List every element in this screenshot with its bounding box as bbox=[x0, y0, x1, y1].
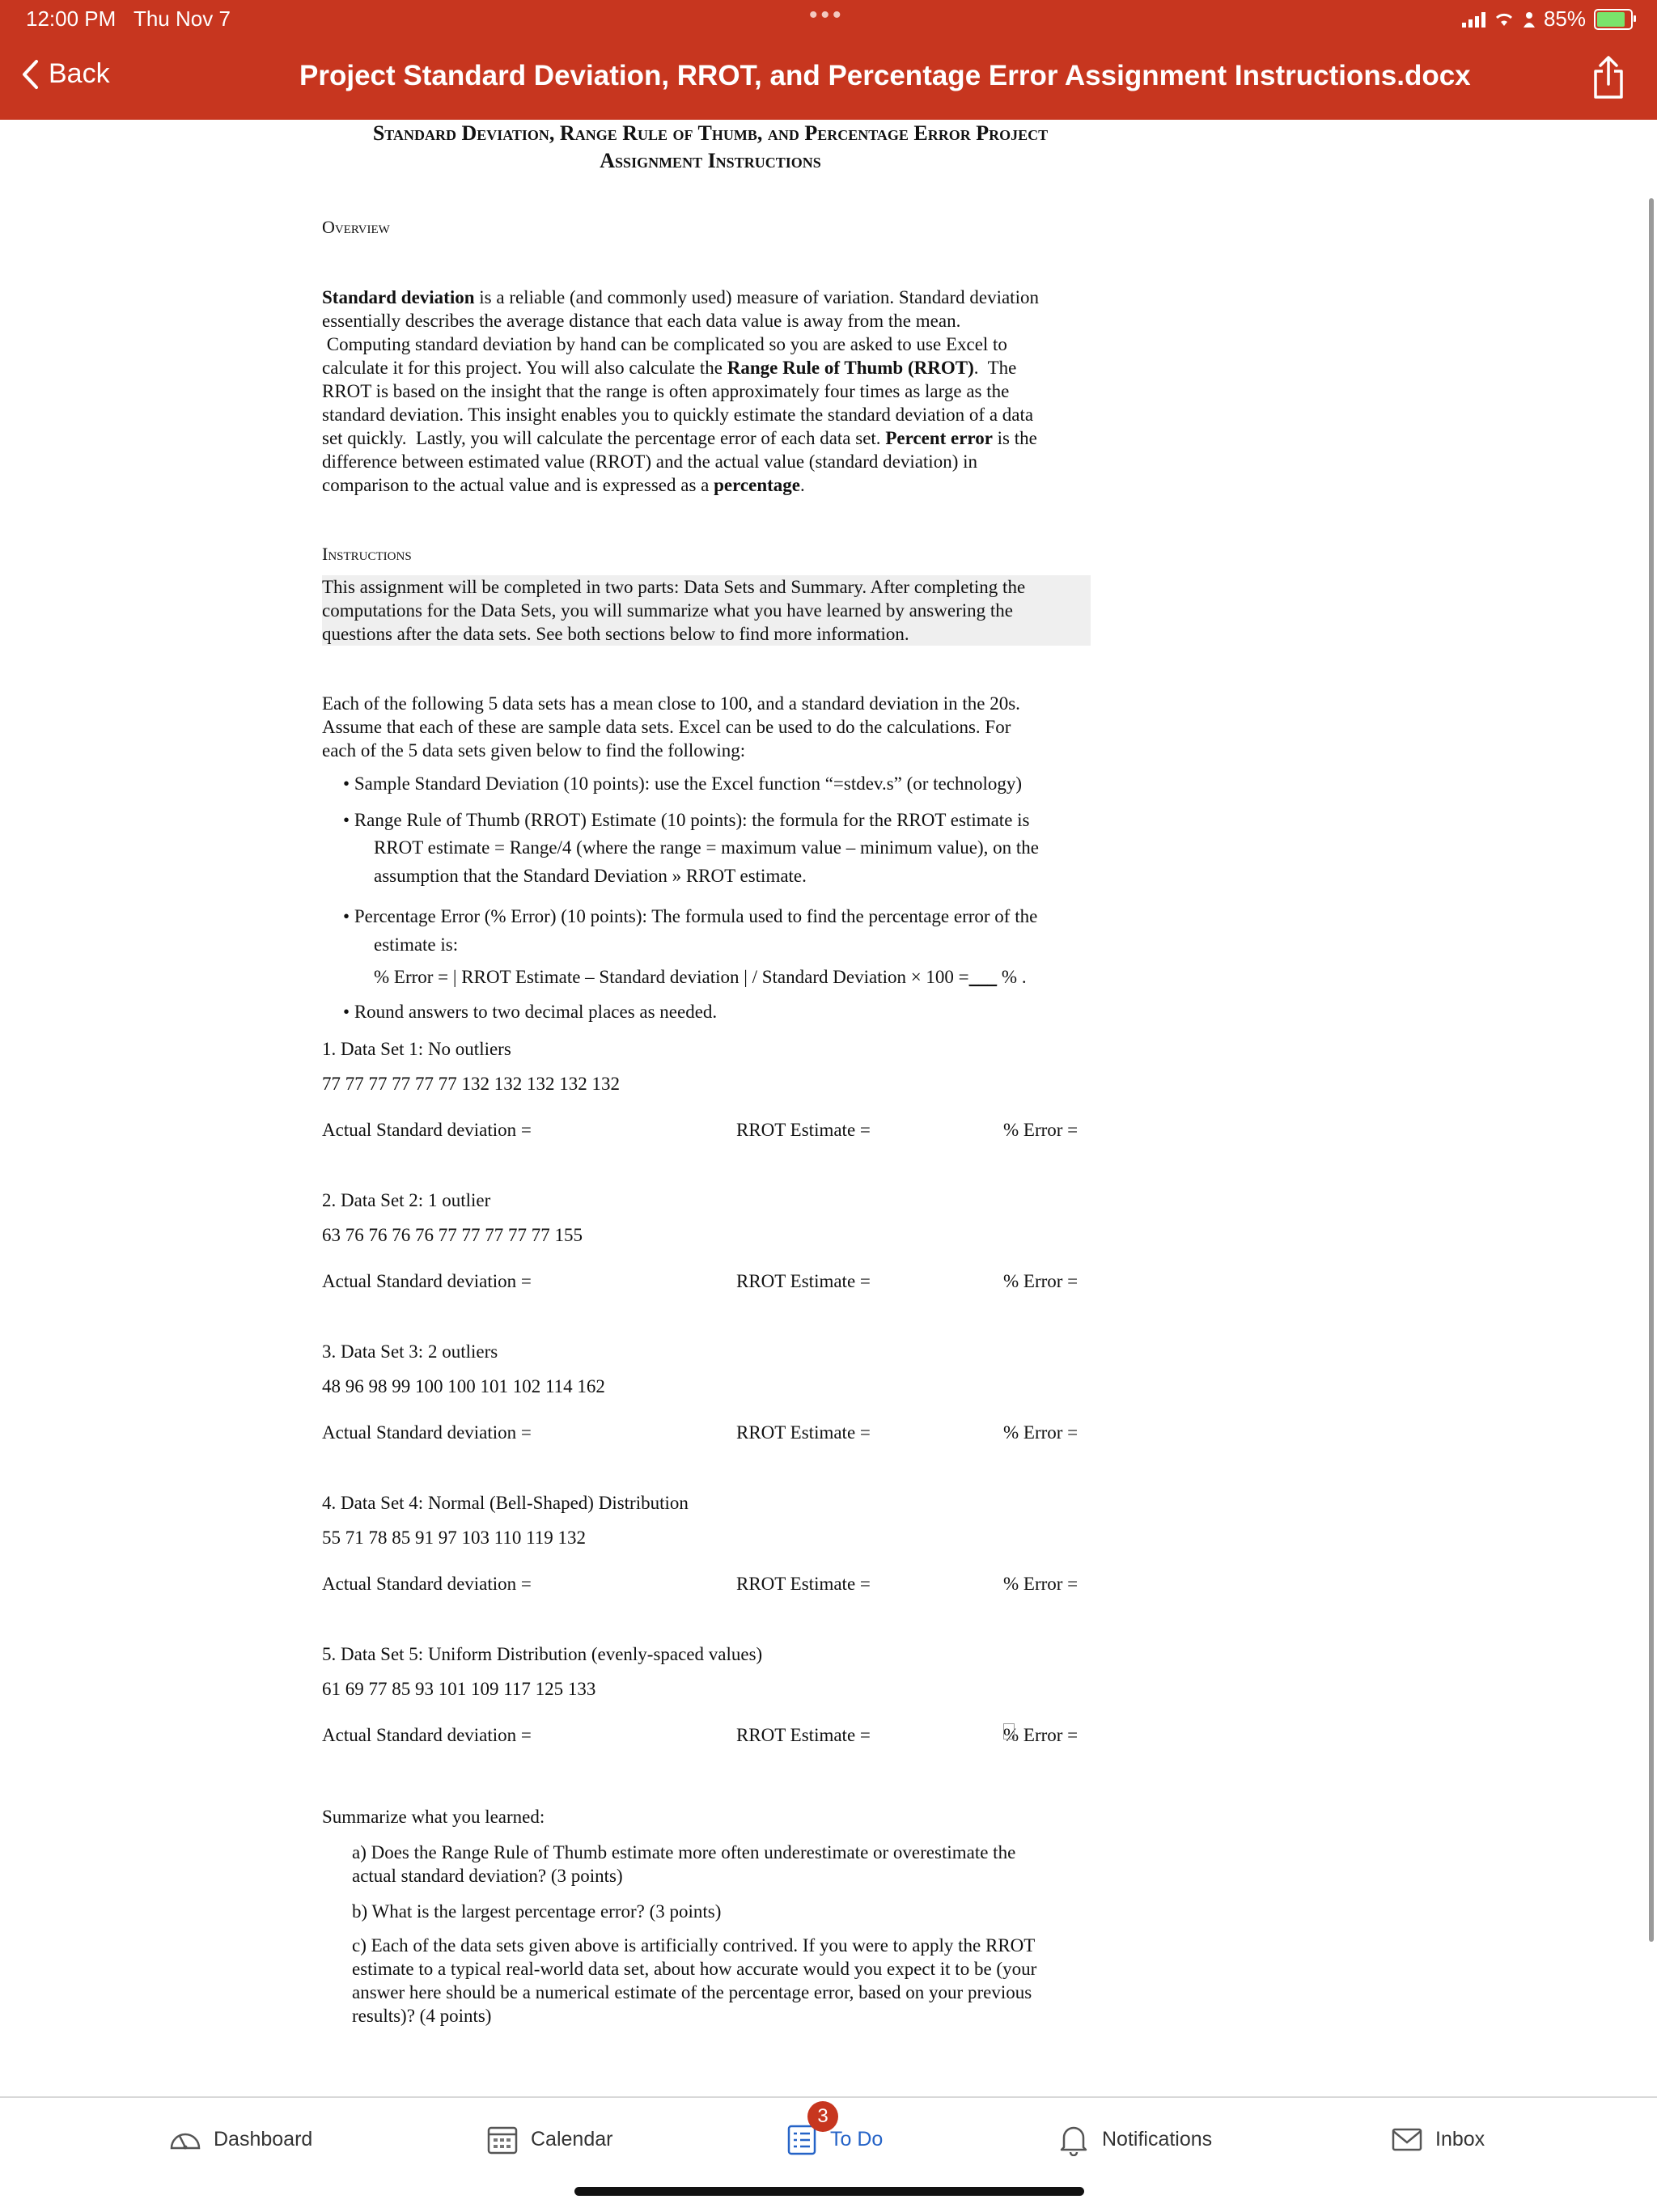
battery-icon bbox=[1594, 9, 1633, 30]
instructions-line: This assignment will be completed in two parts: Data Sets and Summary. After completing the bbox=[322, 577, 1026, 597]
bullet-item: • Range Rule of Thumb (RROT) Estimate (10 points): the formula for the RROT estimate is bbox=[343, 808, 1030, 832]
doc-heading bbox=[322, 120, 1099, 175]
dataset-values: 61 69 77 85 93 101 109 117 125 133 bbox=[322, 1679, 596, 1699]
doc-heading-line-2: Assignment Instructions bbox=[600, 149, 821, 172]
tab-notifications[interactable] bbox=[1057, 2122, 1212, 2156]
summary-line: actual standard deviation? (3 points) bbox=[352, 1866, 623, 1886]
overview-paragraph bbox=[322, 286, 1115, 497]
tab-label: Inbox bbox=[1435, 2127, 1485, 2151]
wifi-icon bbox=[1494, 11, 1515, 28]
todo-badge: 3 bbox=[807, 2101, 838, 2132]
tab-dashboard[interactable] bbox=[168, 2122, 312, 2156]
overview-fragment: . The bbox=[973, 358, 1017, 378]
summary-line: a) Does the Range Rule of Thumb estimate more often underestimate or overestimate the bbox=[352, 1842, 1016, 1862]
tab-inbox[interactable] bbox=[1390, 2122, 1485, 2156]
intro-line: each of the 5 data sets given below to find the following: bbox=[322, 740, 746, 761]
error-label: % Error = bbox=[1003, 1574, 1079, 1594]
doc-heading-line-1: Standard Deviation, Range Rule of Thumb, and Percentage Error Project bbox=[372, 121, 1049, 145]
error-label: % Error = bbox=[1003, 1422, 1079, 1443]
overview-line: difference between estimated value (RROT) and the actual value (standard deviation) in bbox=[322, 451, 977, 472]
status-bar bbox=[0, 0, 1657, 37]
summary-question-a bbox=[352, 1841, 1129, 1888]
scrollbar[interactable] bbox=[1649, 198, 1654, 1942]
formula-blank: ___ bbox=[968, 967, 998, 987]
formula-end: % . bbox=[1001, 967, 1027, 987]
tab-label: Calendar bbox=[531, 2127, 613, 2151]
summary-line: results)? (4 points) bbox=[352, 2006, 492, 2026]
bullet-item: • Percentage Error (% Error) (10 points): The formula used to find the percentage error of the bbox=[343, 905, 1037, 928]
overview-fragment: is the bbox=[992, 428, 1037, 448]
bullet-item: • Sample Standard Deviation (10 points): use the Excel function “=stdev.s” (or technology) bbox=[343, 772, 1022, 795]
overview-line: essentially describes the average distance that each data value is away from the mean. bbox=[322, 311, 961, 331]
overview-line: set quickly. Lastly, you will calculate the percentage error of each data set. bbox=[322, 428, 881, 448]
back-button[interactable] bbox=[21, 58, 110, 90]
dataset-heading: 2. Data Set 2: 1 outlier bbox=[322, 1190, 491, 1210]
todo-icon-wrap bbox=[785, 2105, 828, 2156]
dataset-values: 77 77 77 77 77 77 132 132 132 132 132 bbox=[322, 1074, 620, 1094]
instructions-heading: Instructions bbox=[322, 544, 412, 564]
dashboard-icon bbox=[168, 2122, 202, 2156]
bullet-continuation: assumption that the Standard Deviation » RROT estimate. bbox=[374, 866, 807, 886]
instructions-line: questions after the data sets. See both sections below to find more information. bbox=[322, 624, 909, 644]
bold-term: Range Rule of Thumb (RROT) bbox=[727, 358, 974, 378]
sd-label: Actual Standard deviation = bbox=[322, 1725, 532, 1745]
chevron-left-icon bbox=[21, 59, 39, 90]
sd-label: Actual Standard deviation = bbox=[322, 1422, 532, 1443]
bold-term: Standard deviation bbox=[322, 287, 475, 307]
overview-line: is a reliable (and commonly used) measure of variation. Standard deviation bbox=[479, 287, 1039, 307]
bell-icon bbox=[1057, 2122, 1091, 2156]
summary-line: c) Each of the data sets given above is artificially contrived. If you were to apply the RROT bbox=[352, 1935, 1036, 1956]
dataset-values: 63 76 76 76 76 77 77 77 77 77 155 bbox=[322, 1225, 583, 1245]
envelope-icon bbox=[1390, 2122, 1424, 2156]
rrot-label: RROT Estimate = bbox=[736, 1574, 871, 1594]
summary-line: estimate to a typical real-world data set, about how accurate would you expect it to be (your bbox=[352, 1959, 1037, 1979]
error-label: % Error = bbox=[1003, 1120, 1079, 1140]
battery-percent: 85% bbox=[1543, 6, 1586, 31]
dataset-values: 55 71 78 85 91 97 103 110 119 132 bbox=[322, 1528, 587, 1548]
sd-label: Actual Standard deviation = bbox=[322, 1271, 532, 1291]
sd-label: Actual Standard deviation = bbox=[322, 1574, 532, 1594]
bullet-continuation: RROT estimate = Range/4 (where the range = maximum value – minimum value), on the bbox=[374, 837, 1040, 858]
tab-calendar[interactable] bbox=[485, 2122, 612, 2156]
bold-term: percentage bbox=[714, 475, 800, 495]
dataset-heading: 5. Data Set 5: Uniform Distribution (evenly-spaced values) bbox=[322, 1644, 763, 1664]
overview-line: comparison to the actual value and is expressed as a bbox=[322, 475, 710, 495]
overview-fragment: . bbox=[800, 475, 805, 495]
summary-question-c bbox=[352, 1934, 1129, 2028]
percent-error-formula bbox=[374, 965, 1027, 989]
sd-label: Actual Standard deviation = bbox=[322, 1120, 532, 1140]
summary-line: answer here should be a numerical estimate of the percentage error, based on your previous bbox=[352, 1982, 1032, 2002]
bullet-item: • Round answers to two decimal places as needed. bbox=[343, 1000, 717, 1023]
tab-label: Dashboard bbox=[214, 2127, 313, 2151]
instructions-line: computations for the Data Sets, you will summarize what you have learned by answering the bbox=[322, 600, 1013, 621]
intro-line: Assume that each of these are sample data sets. Excel can be used to do the calculations. For bbox=[322, 717, 1011, 737]
formula-text: % Error = | RROT Estimate – Standard deviation | / Standard Deviation × 100 = bbox=[374, 967, 969, 987]
rrot-label: RROT Estimate = bbox=[736, 1120, 871, 1140]
share-icon[interactable] bbox=[1591, 55, 1626, 100]
overview-heading: Overview bbox=[322, 217, 390, 237]
bold-term: Percent error bbox=[885, 428, 993, 448]
dataset-heading: 3. Data Set 3: 2 outliers bbox=[322, 1341, 498, 1362]
nav-bar bbox=[0, 37, 1657, 120]
rrot-label: RROT Estimate = bbox=[736, 1271, 871, 1291]
dataset-values: 48 96 98 99 100 100 101 102 114 162 bbox=[322, 1376, 605, 1396]
tab-todo[interactable] bbox=[785, 2105, 884, 2156]
dataset-heading: 1. Data Set 1: No outliers bbox=[322, 1039, 511, 1059]
overview-line: Computing standard deviation by hand can be complicated so you are asked to use Excel to bbox=[322, 334, 1007, 354]
tab-label: Notifications bbox=[1102, 2127, 1213, 2151]
overview-line: standard deviation. This insight enables you to quickly estimate the standard deviation of a data bbox=[322, 405, 1034, 425]
intro-paragraph bbox=[322, 692, 1115, 762]
tab-label: To Do bbox=[830, 2127, 884, 2151]
cellular-signal-icon bbox=[1462, 11, 1485, 28]
overview-line: calculate it for this project. You will also calculate the bbox=[322, 358, 723, 378]
intro-line: Each of the following 5 data sets has a mean close to 100, and a standard deviation in the 20s. bbox=[322, 693, 1020, 714]
error-label-text: % Error = bbox=[1003, 1725, 1079, 1745]
home-indicator[interactable] bbox=[574, 2187, 1084, 2196]
document-title: Project Standard Deviation, RROT, and Percentage Error Assignment Instructions.docx bbox=[299, 60, 1471, 91]
rrot-label: RROT Estimate = bbox=[736, 1725, 871, 1745]
error-label: % Error = bbox=[1003, 1271, 1079, 1291]
bullet-continuation: estimate is: bbox=[374, 934, 459, 955]
multitasking-dots-icon[interactable]: ••• bbox=[809, 2, 845, 28]
summary-question-b: b) What is the largest percentage error? (3 points) bbox=[352, 1901, 722, 1922]
instructions-paragraph bbox=[322, 575, 1091, 646]
placeholder-box-icon bbox=[1003, 1723, 1015, 1740]
dataset-heading: 4. Data Set 4: Normal (Bell-Shaped) Distribution bbox=[322, 1493, 689, 1513]
status-indicators bbox=[1462, 6, 1633, 32]
overview-line: RROT is based on the insight that the range is often approximately four times as large as the bbox=[322, 381, 1010, 401]
status-time: 12:00 PM Thu Nov 7 bbox=[26, 6, 231, 31]
summary-heading: Summarize what you learned: bbox=[322, 1807, 545, 1827]
calendar-icon bbox=[485, 2122, 519, 2156]
person-icon bbox=[1523, 11, 1536, 28]
back-label: Back bbox=[49, 58, 110, 89]
rrot-label: RROT Estimate = bbox=[736, 1422, 871, 1443]
